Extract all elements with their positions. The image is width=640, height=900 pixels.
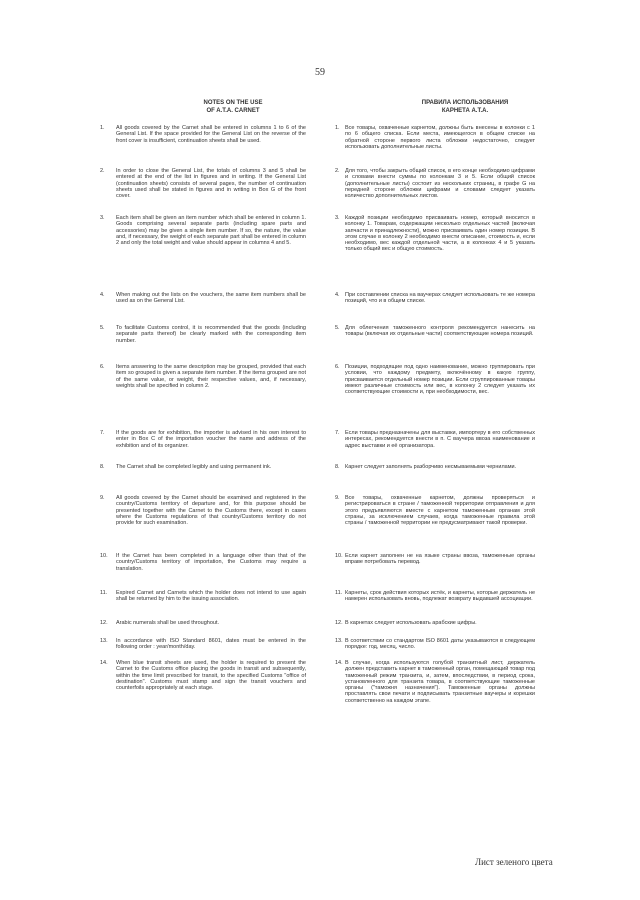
heading-russian bbox=[370, 99, 560, 115]
note-number-english: 7. bbox=[100, 430, 105, 436]
note-text-russian: В карнетах следует использовать арабские цифры. bbox=[345, 620, 477, 626]
note-number-russian: 11. bbox=[335, 590, 343, 596]
note-number-english: 5. bbox=[100, 325, 105, 331]
note-number-russian: 2. bbox=[335, 168, 340, 174]
note-text-russian: Карнеты, срок действия которых истёк, и карнеты, которые держатель не намерен использовать вновь, подлежат возврату выдавшей ассоциации. bbox=[345, 590, 535, 603]
note-text-russian: Карнет следует заполнять разборчиво несмываемыми чернилами. bbox=[345, 464, 517, 470]
note-number-russian: 1. bbox=[335, 125, 340, 131]
note-text-english: In accordance with ISO Standard 8601, dates must be entered in the following order : year/month/day. bbox=[116, 638, 306, 651]
note-text-russian: Для облегчения таможенного контроля рекомендуется нанесить на товары (включая их отдельные части) соответствующие номера позиций. bbox=[345, 325, 535, 338]
note-number-english: 10. bbox=[100, 553, 108, 559]
note-text-russian: Позиции, подходящие под одно наименование, можно группировать при условии, что каждому предмету, включённому в какую группу, присваивается отдельный номер позиции. Если сгруппированные товары имеют различные стоимость или вес, в колонку 2 следует указать их соответствующие стоимости и, при необходимости, вес. bbox=[345, 364, 535, 396]
note-text-english: If the goods are for exhibition, the importer is advised in his own interest to enter in Box C of the importation voucher the name and address of the exhibition and of its organizer. bbox=[116, 430, 306, 449]
note-text-english: In order to close the General List, the totals of columns 3 and 5 shall be entered at the end of the list in figures and in writing. If the General List (continuation sheets) consists of several pages, the number of continuation sheets used shall be stated in figures and in writing in Box G of the front cover. bbox=[116, 168, 306, 200]
note-text-english: When making out the lists on the vouchers, the same item numbers shall be used as on the General List. bbox=[116, 292, 306, 305]
note-text-english: Each item shall be given an item number which shall be entered in column 1. Goods comprising several separate parts (including spare parts and accessories) may be given a single item number. If so, the nature, the value and, if necessary, the weight of each separate part shall be entered in column 2 and only the total weight and value should appear in columns 4 and 5. bbox=[116, 215, 306, 247]
note-number-english: 8. bbox=[100, 464, 105, 470]
note-number-english: 3. bbox=[100, 215, 105, 221]
heading-english bbox=[138, 99, 328, 115]
note-text-english: Items answering to the same description may be grouped, provided that each item so grouped is given a separate item number. If the items grouped are not of the same value, or weight, their respective values, and, if necessary, weights shall be specified in column 2. bbox=[116, 364, 306, 389]
note-text-english: Expired Carnet and Carnets which the holder does not intend to use again shall be returned by him to the issuing association. bbox=[116, 590, 306, 603]
note-number-english: 6. bbox=[100, 364, 105, 370]
note-number-russian: 4. bbox=[335, 292, 340, 298]
note-text-russian: Все товары, охваченные карнетом, должны быть внесены в колонки с 1 по 6 общего списка. Если места, имеющегося в общем списке на обратной стороне первого листа обложки недостаточно, следует использовать дополнительные листы. bbox=[345, 125, 535, 150]
note-number-english: 14. bbox=[100, 660, 108, 666]
note-number-english: 2. bbox=[100, 168, 105, 174]
note-text-russian: Для того, чтобы закрыть общий список, в его конце необходимо цифрами и словами внести суммы по колонкам 3 и 5. Если общий список (дополнительные листы) состоит из нескольких страниц, в графе G на передней стороне обложки цифрами и словами следует указать количество дополнительных листов. bbox=[345, 168, 535, 200]
note-text-english: All goods covered by the Carnet shall be entered in columns 1 to 6 of the General List. If the space provided for the General List on the reverse of the front cover is insufficient, continuation sheets shall be used. bbox=[116, 125, 306, 144]
note-number-russian: 12. bbox=[335, 620, 343, 626]
note-number-russian: 9. bbox=[335, 495, 340, 501]
note-number-english: 11. bbox=[100, 590, 108, 596]
note-text-russian: При составлении списка на ваучерах следует использовать те же номера позиций, что и в общем списке. bbox=[345, 292, 535, 305]
note-number-russian: 10. bbox=[335, 553, 343, 559]
heading-russian-line-1: ПРАВИЛА ИСПОЛЬЗОВАНИЯ bbox=[421, 100, 509, 106]
note-number-english: 1. bbox=[100, 125, 105, 131]
note-text-english: When blue transit sheets are used, the holder is required to present the Carnet to the Customs office placing the goods in transit and subsequently, within the time limit prescribed for transit, to the specified Customs "office of destination". Customs must stamp and sign the transit vouchers and counterfoils appropriately at each stage. bbox=[116, 660, 306, 692]
note-text-russian: Если карнет заполнен не на языке страны ввоза, таможенные органы вправе потребовать перевод. bbox=[345, 553, 535, 566]
note-number-russian: 8. bbox=[335, 464, 340, 470]
note-number-russian: 6. bbox=[335, 364, 340, 370]
footer-note: Лист зеленого цвета bbox=[475, 857, 553, 867]
page-number: 59 bbox=[315, 67, 325, 78]
heading-english-line-2: OF A.T.A. CARNET bbox=[206, 108, 260, 114]
note-number-russian: 7. bbox=[335, 430, 340, 436]
note-number-english: 4. bbox=[100, 292, 105, 298]
note-text-english: To facilitate Customs control, it is recommended that the goods (including separate parts thereof) be clearly marked with the corresponding item number. bbox=[116, 325, 306, 344]
note-text-english: The Carnet shall be completed legibly and using permanent ink. bbox=[116, 464, 272, 470]
note-number-russian: 14. bbox=[335, 660, 343, 666]
note-text-russian: В соответствии со стандартом ISO 8601 даты указываются в следующем порядке: год, месяц, число. bbox=[345, 638, 535, 651]
note-number-russian: 13. bbox=[335, 638, 343, 644]
note-text-english: Arabic numerals shall be used throughout. bbox=[116, 620, 220, 626]
note-number-russian: 5. bbox=[335, 325, 340, 331]
heading-russian-line-2: КАРНЕТА A.T.A. bbox=[441, 108, 489, 114]
note-text-russian: Все товары, охваченные карнетом, должны проверяться и регистрироваться в стране / таможенной территории отправления и для этого предъявляются вместе с карнетом таможенным органам этой страны, за исключением случаев, когда таможенные правила этой страны / таможенной территории не предусматривают такой проверки. bbox=[345, 495, 535, 527]
note-text-english: All goods covered by the Carnet should be examined and registered in the country/Customs territory of departure and, for this purpose should be presented together with the Carnet to the Customs there, except in cases where the Customs regulations of that country/Customs territory do not provide for such examination. bbox=[116, 495, 306, 527]
note-number-english: 12. bbox=[100, 620, 108, 626]
note-number-english: 13. bbox=[100, 638, 108, 644]
note-text-english: If the Carnet has been completed in a language other than that of the country/Customs territory of importation, the Customs may require a translation. bbox=[116, 553, 306, 572]
note-text-russian: Каждой позиции необходимо присваивать номер, который вносится в колонку 1. Товарам, содержащим несколько отдельных частей (включая запчасти и принадлежности), можно присваивать один номер позиции. В этом случае в колонку 2 необходимо внести описание, стоимость и, если необходимо, вес каждой отдельной части, а в колонках 4 и 5 указать только общий вес и общую стоимость. bbox=[345, 215, 535, 253]
note-number-english: 9. bbox=[100, 495, 105, 501]
heading-english-line-1: NOTES ON THE USE bbox=[203, 100, 263, 106]
note-text-russian: Если товары предназначены для выставки, импортеру в его собственных интересах, рекомендуется внести в п. C ваучера ввоза наименование и адрес выставки и её организатора. bbox=[345, 430, 535, 449]
note-number-russian: 3. bbox=[335, 215, 340, 221]
note-text-russian: В случае, когда используются голубой транзитный лист, держатель должен представить карнет в таможенный орган, помещающий товар под таможенный режим транзита, и, затем, впоследствии, в период срока, установленного для транзита товара, в соответствующие таможенные органы ("таможня назначения"). Таможенные органы должны проставлять свои печати и подписывать транзитные ваучеры и корешки соответственно на каждом этапе. bbox=[345, 660, 535, 704]
